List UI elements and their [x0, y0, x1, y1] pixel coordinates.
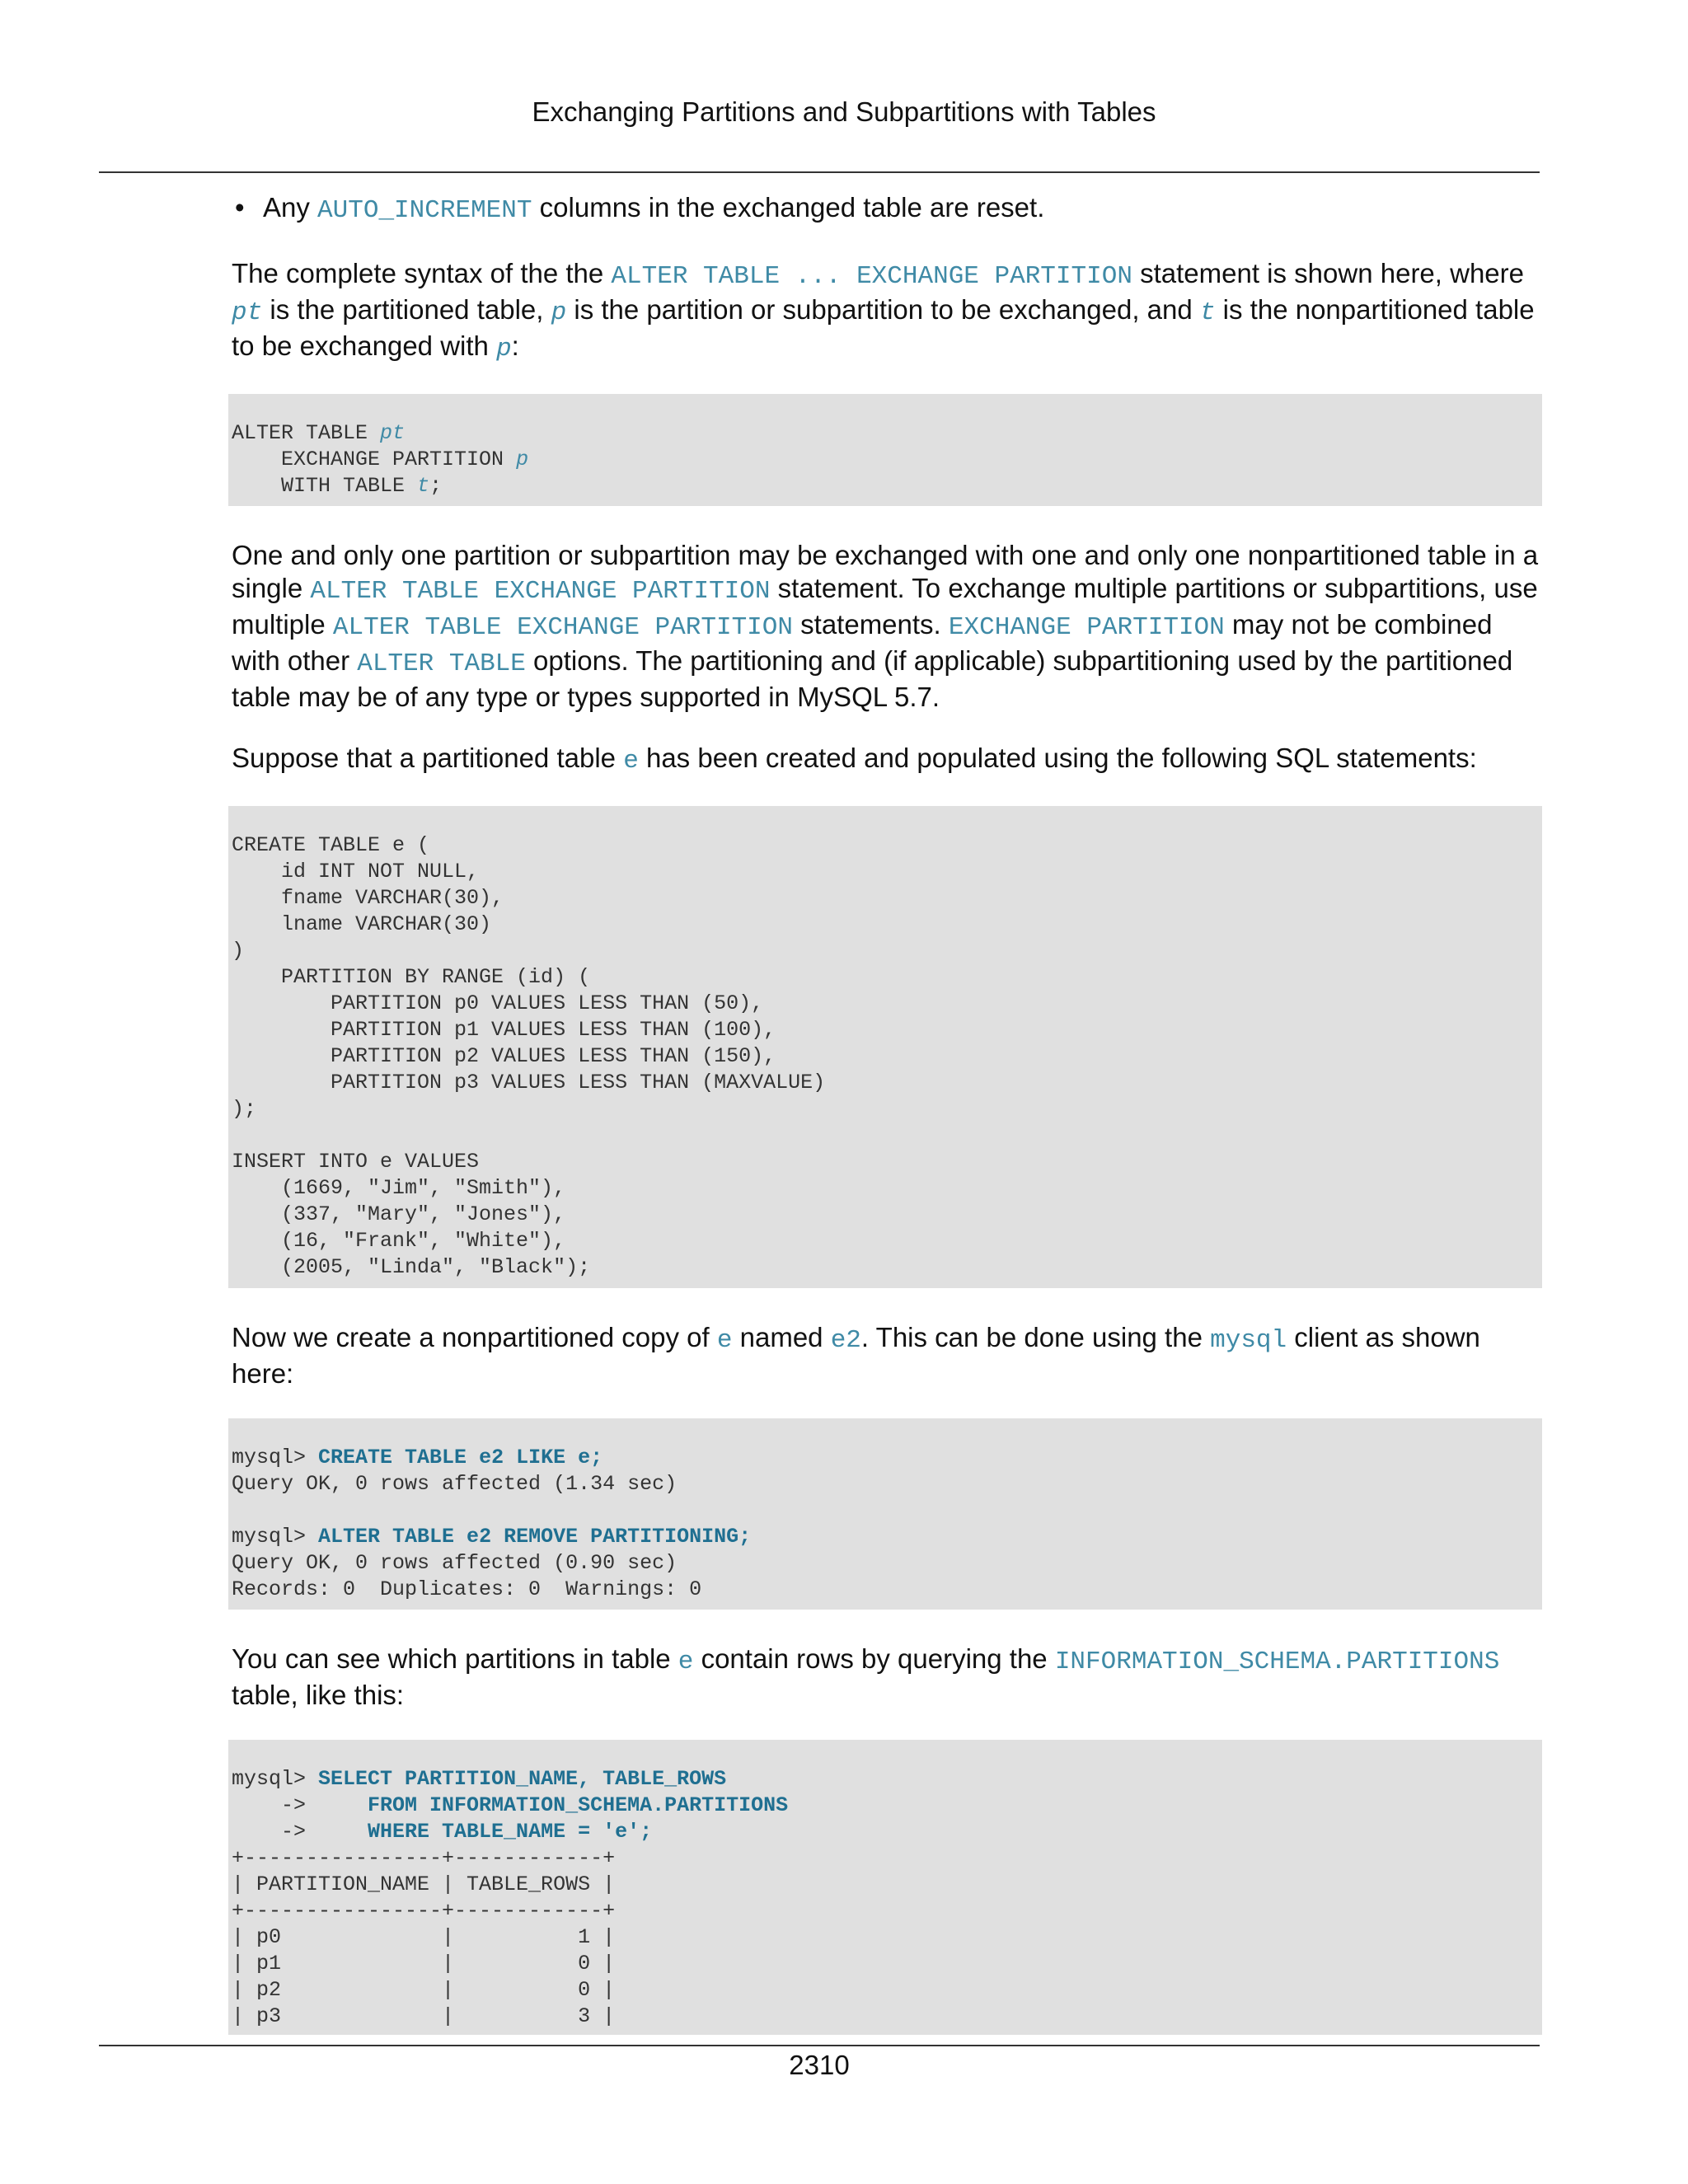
inline-code: ALTER TABLE ... EXCHANGE PARTITION — [611, 262, 1132, 291]
header-divider — [99, 171, 1540, 173]
inline-code: AUTO_INCREMENT — [317, 196, 532, 225]
bullet-dot-icon: • — [235, 192, 245, 223]
paragraph-create-table-intro: Suppose that a partitioned table e has been created and populated using the following SQL statements: — [232, 743, 1477, 776]
page-header-title: Exchanging Partitions and Subpartitions with Tables — [532, 96, 1156, 127]
page-content — [232, 191, 1542, 2068]
inline-code: e — [716, 1326, 733, 1355]
code-block-partitions-query: mysql> SELECT PARTITION_NAME, TABLE_ROWS -> FROM INFORMATION_SCHEMA.PARTITIONS -> WHERE TABLE_NAME = 'e'; +----------------+------------+ | PARTITION_NAME | TABLE_ROWS | +----------------+------------+ | p0 | 1 | | p1 | 0 | | p2 | 0 | | p3 | 3 | — [228, 1740, 1542, 2035]
inline-code: ALTER TABLE — [357, 649, 526, 678]
bullet-text: Any AUTO_INCREMENT columns in the exchanged table are reset. — [263, 192, 1045, 225]
inline-code: p — [551, 298, 567, 327]
bullet-item — [232, 191, 1542, 227]
inline-code: INFORMATION_SCHEMA.PARTITIONS — [1054, 1647, 1500, 1676]
inline-code: p — [496, 335, 512, 363]
code-block-syntax: ALTER TABLE pt EXCHANGE PARTITION p WITH TABLE t; — [228, 394, 1542, 506]
inline-code: e — [678, 1647, 694, 1676]
inline-code: t — [1199, 298, 1216, 327]
code-block-create-table: CREATE TABLE e ( id INT NOT NULL, fname VARCHAR(30), lname VARCHAR(30) ) PARTITION BY RANGE (id) ( PARTITION p0 VALUES LESS THAN (50), PARTITION p1 VALUES LESS THAN (100), PARTITION p2 VALUES LESS THAN (150), PARTITION p3 VALUES LESS THAN (MAXVALUE) ); INSERT INTO e VALUES (1669, "Jim", "Smith"), (337, "Mary", "Jones"), (16, "Frank", "White"), (2005, "Linda", "Black"); — [228, 806, 1542, 1288]
inline-code: e2 — [830, 1326, 861, 1355]
inline-code: ALTER TABLE EXCHANGE PARTITION — [310, 577, 771, 606]
code-block-mysql-session: mysql> CREATE TABLE e2 LIKE e; Query OK, 0 rows affected (1.34 sec) mysql> ALTER TABLE e2 REMOVE PARTITIONING; Query OK, 0 rows affected (0.90 sec) Records: 0 Duplicates: 0 Warnings: 0 — [228, 1418, 1542, 1610]
paragraph-nonpartitioned-copy: Now we create a nonpartitioned copy of e named e2. This can be done using the mysql client as shown here: — [232, 1322, 1480, 1389]
paragraph-exchange-rules: One and only one partition or subpartition may be exchanged with one and only one nonpartitioned table in a single ALTER TABLE EXCHANGE PARTITION statement. To exchange multiple partitions or subpartitions, use multiple ALTER TABLE EXCHANGE PARTITION statements. EXCHANGE PARTITION may not be combined with other ALTER TABLE options. The partitioning and (if applicable) subpartitioning used by the partitioned table may be of any type or types supported in MySQL 5.7. — [232, 540, 1539, 712]
paragraph-syntax-intro: The complete syntax of the the ALTER TABLE ... EXCHANGE PARTITION statement is shown here, where pt is the partitioned table, p is the partition or subpartition to be exchanged, and t is the nonpartitioned table to be exchanged with p: — [232, 258, 1535, 363]
inline-code: mysql — [1210, 1326, 1287, 1355]
inline-code: e — [623, 747, 639, 776]
paragraph-information-schema: You can see which partitions in table e contain rows by querying the INFORMATION_SCHEMA.PARTITIONS table, like this: — [232, 1643, 1500, 1710]
inline-code: pt — [232, 298, 263, 327]
inline-code: EXCHANGE PARTITION — [948, 613, 1225, 642]
result-table: +----------------+------------+ | PARTITION_NAME | TABLE_ROWS | +----------------+------------+ | p0 | 1 | | p1 | 0 | | p2 | 0 | | p3 | 3 | — [232, 1846, 616, 2028]
footer-divider — [99, 2045, 1540, 2046]
page-number: 2310 — [789, 2050, 850, 2080]
inline-code: ALTER TABLE EXCHANGE PARTITION — [332, 613, 793, 642]
